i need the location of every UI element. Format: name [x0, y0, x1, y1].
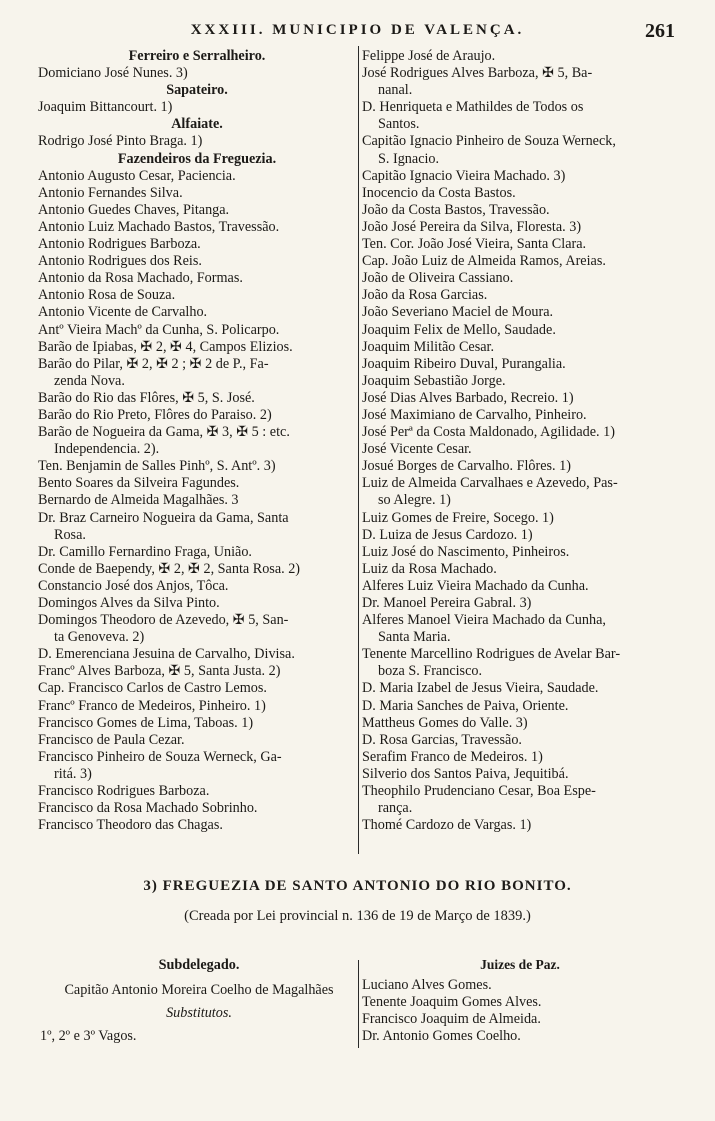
list-item: Serafim Franco de Medeiros. 1) — [362, 748, 543, 765]
section-subtitle: (Creada por Lei provincial n. 136 de 19 de Março de 1839.) — [184, 908, 531, 924]
list-item: Cap. Francisco Carlos de Castro Lemos. — [38, 680, 267, 697]
list-item: José Rodrigues Alves Barboza, ✠ 5, Ba- — [362, 65, 593, 82]
subdelegado-block — [40, 956, 358, 1046]
list-item: Francisco de Paula Cezar. — [38, 731, 185, 748]
list-item-continuation: Santa Maria. — [378, 629, 451, 646]
list-item: João de Oliveira Cassiano. — [362, 270, 514, 287]
list-item: Domiciano José Nunes. 3) — [38, 65, 188, 82]
list-item: Antonio Rodrigues dos Reis. — [38, 253, 202, 270]
list-item: João Severiano Maciel de Moura. — [362, 304, 554, 321]
column-divider-lower — [358, 960, 359, 1048]
substitutos-heading: Substitutos. — [166, 1005, 232, 1021]
list-item: Antonio Rosa de Souza. — [38, 287, 176, 304]
list-item: Ten. Benjamin de Salles Pinhº, S. Antº. 3) — [38, 458, 276, 475]
juizes-list-item: Luciano Alves Gomes. — [362, 977, 492, 993]
list-item: D. Maria Sanches de Paiva, Oriente. — [362, 697, 569, 714]
subdelegado-heading: Subdelegado. — [158, 957, 240, 973]
list-item: Felippe José de Araujo. — [362, 48, 496, 64]
list-item: Alferes Manoel Vieira Machado da Cunha, — [362, 612, 606, 629]
list-item: Barão do Rio Preto, Flôres do Paraiso. 2) — [38, 406, 272, 423]
list-item: Francº Alves Barboza, ✠ 5, Santa Justa. 2) — [38, 663, 281, 680]
list-item-continuation: so Alegre. 1) — [378, 492, 451, 509]
section-heading: Sapateiro. — [166, 82, 228, 99]
list-item-continuation: ta Genoveva. 2) — [54, 629, 145, 646]
list-item: Joaquim Ribeiro Duval, Purangalia. — [362, 355, 566, 372]
list-item: D. Maria Izabel de Jesus Vieira, Saudade. — [362, 680, 599, 697]
list-item: Luiz Gomes de Freire, Socego. 1) — [362, 509, 554, 526]
section-title: 3) FREGUEZIA DE SANTO ANTONIO DO RIO BONITO. — [143, 878, 572, 894]
juizes-list-item: Francisco Joaquim de Almeida. — [362, 1011, 541, 1027]
page-number: 261 — [645, 20, 675, 42]
list-item: D. Henriqueta e Mathildes de Todos os — [362, 99, 584, 116]
list-item: Thomé Cardozo de Vargas. 1) — [362, 817, 532, 834]
list-item: Antº Vieira Machº da Cunha, S. Policarpo. — [38, 321, 280, 338]
list-item: Theophilo Prudenciano Cesar, Boa Espe- — [362, 783, 596, 800]
list-item: Francisco Theodoro das Chagas. — [38, 817, 223, 834]
list-item: José Maximiano de Carvalho, Pinheiro. — [362, 406, 587, 423]
list-item: Antonio Rodrigues Barboza. — [38, 236, 201, 253]
list-item: Barão de Nogueira da Gama, ✠ 3, ✠ 5 : etc. — [38, 424, 290, 441]
section-heading: Ferreiro e Serralheiro. — [128, 48, 266, 64]
list-item-continuation: Santos. — [378, 116, 420, 133]
list-item: José Perª da Costa Maldonado, Agilidade. 1) — [362, 424, 615, 441]
list-item-continuation: zenda Nova. — [54, 372, 125, 389]
list-item: Antonio Fernandes Silva. — [38, 184, 183, 201]
list-item: Joaquim Bittancourt. 1) — [38, 99, 173, 116]
column-divider — [358, 46, 359, 854]
list-item-continuation: Independencia. 2). — [54, 441, 160, 458]
list-item: José Dias Alves Barbado, Recreio. 1) — [362, 389, 574, 406]
list-item: Bernardo de Almeida Magalhães. 3 — [38, 492, 239, 509]
list-item-continuation: nanal. — [378, 82, 413, 99]
list-item: Constancio José dos Anjos, Tôca. — [38, 577, 229, 594]
list-item: Dr. Braz Carneiro Nogueira da Gama, Santa — [38, 509, 289, 526]
list-item: Domingos Theodoro de Azevedo, ✠ 5, San- — [38, 612, 289, 629]
list-item: Antonio Guedes Chaves, Pitanga. — [38, 201, 230, 218]
list-item: Antonio da Rosa Machado, Formas. — [38, 270, 243, 287]
list-item: Rodrigo José Pinto Braga. 1) — [38, 133, 203, 150]
list-item: D. Luiza de Jesus Cardozo. 1) — [362, 526, 533, 543]
list-item: Ten. Cor. João José Vieira, Santa Clara. — [362, 236, 587, 253]
list-item: Mattheus Gomes do Valle. 3) — [362, 714, 528, 731]
list-item: D. Emerenciana Jesuina de Carvalho, Divisa. — [38, 646, 295, 663]
list-item-continuation: boza S. Francisco. — [378, 663, 483, 680]
right-column — [362, 48, 678, 834]
subdelegado-name: Capitão Antonio Moreira Coelho de Magalhães — [64, 982, 334, 998]
list-item: Dr. Camillo Fernardino Fraga, União. — [38, 543, 252, 560]
list-item: Joaquim Militão Cesar. — [362, 338, 495, 355]
list-item: Francisco Pinheiro de Souza Werneck, Ga- — [38, 748, 282, 765]
list-item: João da Costa Bastos, Travessão. — [362, 201, 550, 218]
running-title: XXXIII. MUNICIPIO DE VALENÇA. — [190, 22, 525, 38]
juizes-list-item: Dr. Antonio Gomes Coelho. — [362, 1028, 521, 1044]
list-item: Bento Soares da Silveira Fagundes. — [38, 475, 240, 492]
section-heading: Fazendeiros da Freguezia. — [117, 150, 277, 167]
list-item: Dr. Manoel Pereira Gabral. 3) — [362, 595, 532, 611]
juizes-block — [362, 956, 678, 1045]
list-item: Joaquim Sebastião Jorge. — [362, 372, 506, 389]
list-item: Cap. João Luiz de Almeida Ramos, Areias. — [362, 253, 606, 270]
list-item: Antonio Vicente de Carvalho. — [38, 304, 208, 321]
list-item: D. Rosa Garcias, Travessão. — [362, 731, 522, 748]
substitutos-value: 1º, 2º e 3º Vagos. — [40, 1028, 137, 1044]
list-item: Barão de Ipiabas, ✠ 2, ✠ 4, Campos Elizios. — [38, 338, 293, 355]
section-heading: Alfaiate. — [171, 116, 223, 133]
list-item-continuation: Rosa. — [54, 526, 86, 543]
list-item: Francisco Gomes de Lima, Taboas. 1) — [38, 714, 254, 731]
list-item: Silverio dos Santos Paiva, Jequitibá. — [362, 765, 569, 782]
list-item: Domingos Alves da Silva Pinto. — [38, 595, 220, 611]
list-item-continuation: rança. — [378, 800, 413, 817]
list-item: João José Pereira da Silva, Floresta. 3) — [362, 218, 582, 235]
list-item: Barão do Pilar, ✠ 2, ✠ 2 ; ✠ 2 de P., Fa- — [38, 355, 269, 372]
list-item: José Vicente Cesar. — [362, 441, 472, 458]
list-item: Barão do Rio das Flôres, ✠ 5, S. José. — [38, 389, 255, 406]
left-column — [38, 48, 356, 834]
list-item: João da Rosa Garcias. — [362, 287, 488, 304]
list-item-continuation: S. Ignacio. — [378, 150, 440, 167]
list-item: Capitão Ignacio Vieira Machado. 3) — [362, 167, 566, 184]
list-item: Conde de Baependy, ✠ 2, ✠ 2, Santa Rosa. 2) — [38, 560, 301, 577]
list-item: Capitão Ignacio Pinheiro de Souza Werneck, — [362, 133, 616, 150]
list-item: Francisco da Rosa Machado Sobrinho. — [38, 800, 258, 817]
list-item: Joaquim Felix de Mello, Saudade. — [362, 321, 556, 338]
page-header — [0, 22, 715, 46]
list-item: Inocencio da Costa Bastos. — [362, 184, 516, 201]
list-item: Francisco Rodrigues Barboza. — [38, 783, 210, 800]
list-item: Luiz da Rosa Machado. — [362, 560, 497, 577]
list-item-continuation: ritá. 3) — [54, 765, 92, 782]
juizes-list-item: Tenente Joaquim Gomes Alves. — [362, 994, 542, 1010]
list-item: Luiz de Almeida Carvalhaes e Azevedo, Pas- — [362, 475, 618, 492]
list-item: Luiz José do Nascimento, Pinheiros. — [362, 543, 570, 560]
list-item: Antonio Augusto Cesar, Paciencia. — [38, 167, 236, 184]
list-item: Josué Borges de Carvalho. Flôres. 1) — [362, 458, 571, 475]
list-item: Tenente Marcellino Rodrigues de Avelar Bar- — [362, 646, 621, 663]
list-item: Francº Franco de Medeiros, Pinheiro. 1) — [38, 697, 266, 714]
list-item: Antonio Luiz Machado Bastos, Travessão. — [38, 218, 280, 235]
juizes-heading: Juizes de Paz. — [480, 957, 560, 972]
list-item: Alferes Luiz Vieira Machado da Cunha. — [362, 577, 589, 594]
